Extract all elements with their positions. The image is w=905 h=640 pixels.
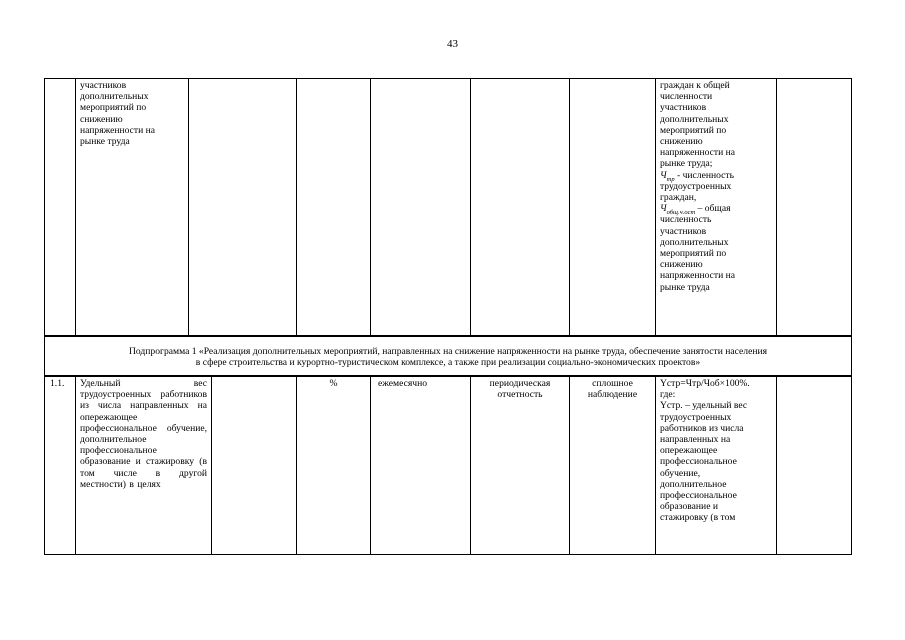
subprogram-heading: Подпрограмма 1 «Реализация дополнительных мероприятий, направленных на снижение напряженности на рынке труда, обеспечение занятости населения в сфере строительства и курортно-туристическом комплексе, а также при реализации социально-экономических проектов» <box>128 346 768 369</box>
symbol-ch-obsch: $Ч_{общ.ч.ост}$ <box>660 203 696 217</box>
row1-formula-text-3: численность участников дополнительных мероприятий по снижению напряженности на рынке труда <box>660 214 736 293</box>
row1-symbol-line-1: $Ч_{тр}$ - численность <box>660 169 734 183</box>
frequency: ежемесячно <box>378 378 428 389</box>
row1-formula-text-1: граждан к общей численности участников дополнительных мероприятий по снижению напряженности на рынке труда; <box>660 80 736 170</box>
row1-symbol-line-2: $Ч_{общ.ч.ост}$ – общая <box>660 203 731 217</box>
unit-of-measure: % <box>329 378 338 389</box>
page-number: 43 <box>447 38 458 50</box>
collection-method: сплошное наблюдение <box>587 378 638 401</box>
row1-indicator-name: участников дополнительных мероприятий по снижению напряженности на рынке труда <box>80 80 156 148</box>
row-number: 1.1. <box>50 378 65 389</box>
calculation-formula: Yстр=Чтр/Чоб×100%. где: Yстр. – удельный вес трудоустроенных работников из числа направленных на опережающее профессиональное обучение, дополнительное профессиональное образование и стажировку (в том <box>660 378 750 524</box>
indicator-name: Удельный вес трудоустроенных работников из числа направленных на опережающее профессиональное обучение, дополнительное профессиональное образование и стажировку (в том числе в другой местности) в целях <box>80 378 207 490</box>
row1-formula-cell <box>660 80 774 293</box>
row1-formula-text-2: трудоустроенных граждан, <box>660 180 732 204</box>
symbol-ch-tr: $Ч_{тр}$ <box>660 169 675 183</box>
data-source: периодическая отчетность <box>489 378 551 401</box>
